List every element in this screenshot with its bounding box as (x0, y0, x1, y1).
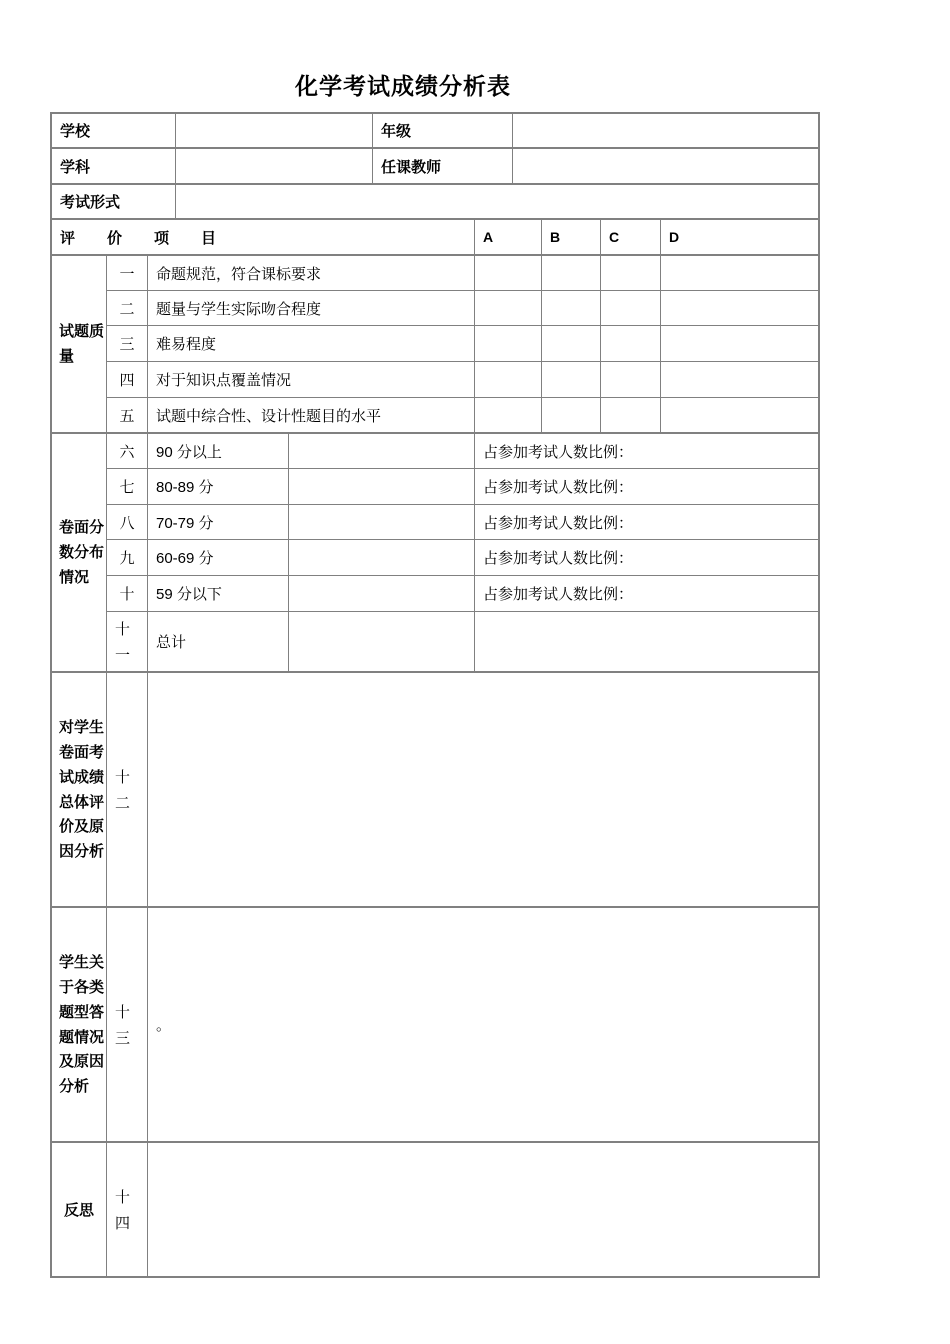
eval-header-char: 目 (201, 228, 217, 247)
ratio-label: 占参加考试人数比例： (483, 549, 634, 567)
grid-line (818, 112, 820, 1278)
overall-index-text: 十二 (115, 767, 131, 812)
overall-label-text: 对学生卷面考试成绩总体评价及原因分析 (59, 718, 105, 861)
overall-section-label (52, 673, 106, 906)
quality-item-text: 题量与学生实际吻合程度 (156, 299, 322, 318)
quality-index: 三 (119, 335, 135, 353)
distribution-index: 十 (119, 585, 135, 603)
grade-label: 年级 (381, 122, 412, 140)
page-title: 化学考试成绩分析表 (295, 74, 511, 100)
question-types-section-label (52, 908, 106, 1141)
school-label: 学校 (60, 122, 91, 140)
distribution-index: 六 (119, 442, 135, 461)
teacher-value[interactable] (513, 149, 818, 183)
overall-index (107, 673, 147, 906)
quality-item-text: 命题规范，符合课标要求 (156, 264, 322, 283)
eval-header-char: 项 (154, 228, 170, 247)
total-count[interactable] (289, 612, 474, 671)
quality-index: 四 (119, 371, 135, 389)
subject-label: 学科 (60, 157, 91, 176)
score-count[interactable] (289, 434, 474, 468)
total-index (107, 612, 147, 671)
total-ratio[interactable] (475, 612, 818, 671)
eval-header-char: 评 (60, 228, 76, 247)
grade-value[interactable] (513, 114, 818, 147)
eval-items-header (52, 220, 474, 254)
quality-index: 一 (119, 264, 135, 283)
question-types-content[interactable]: 。 (156, 1016, 172, 1034)
reflection-index-text: 十四 (115, 1187, 131, 1232)
score-range: 80-89 分 (156, 479, 214, 496)
question-types-index-text: 十三 (115, 1002, 131, 1047)
quality-index: 五 (119, 406, 135, 425)
eval-header-char: 价 (107, 228, 123, 247)
grade-header-b: B (550, 229, 561, 245)
quality-item-text: 试题中综合性、设计性题目的水平 (156, 406, 382, 425)
teacher-label: 任课教师 (381, 157, 442, 176)
score-range: 60-69 分 (156, 550, 214, 567)
quality-item-text: 难易程度 (156, 335, 217, 353)
score-range: 70-79 分 (156, 514, 214, 532)
grade-header-c: C (609, 229, 620, 245)
subject-value[interactable] (176, 149, 372, 183)
score-count[interactable] (289, 469, 474, 504)
score-count[interactable] (289, 540, 474, 575)
total-label: 总计 (156, 633, 187, 651)
ratio-label: 占参加考试人数比例： (483, 442, 634, 461)
exam-form-value[interactable] (176, 185, 818, 218)
question-types-label-text: 学生关于各类题型答题情况及原因分析 (59, 953, 105, 1096)
reflection-content[interactable] (148, 1143, 818, 1276)
score-count[interactable] (289, 505, 474, 539)
distribution-section-label (52, 434, 106, 671)
quality-index: 二 (119, 299, 135, 318)
grade-header-a: A (483, 229, 494, 245)
score-range: 90 分以上 (156, 443, 222, 461)
overall-content[interactable] (148, 673, 818, 906)
reflection-label: 反思 (63, 1201, 94, 1219)
ratio-label: 占参加考试人数比例： (483, 478, 634, 496)
distribution-label-text: 卷面分数分布情况 (59, 518, 105, 586)
quality-label-text: 试题质量 (59, 322, 105, 365)
quality-section-label (52, 256, 106, 432)
question-types-index (107, 908, 147, 1141)
total-index-text: 十一 (115, 619, 131, 664)
ratio-label: 占参加考试人数比例： (483, 585, 634, 603)
grade-header-d: D (669, 229, 680, 245)
school-value[interactable] (176, 114, 372, 147)
distribution-index: 九 (119, 549, 135, 567)
score-range: 59 分以下 (156, 586, 222, 603)
distribution-index: 七 (119, 478, 135, 496)
exam-form-label: 考试形式 (60, 193, 121, 211)
quality-item-text: 对于知识点覆盖情况 (156, 371, 292, 389)
ratio-label: 占参加考试人数比例： (483, 513, 634, 532)
score-count[interactable] (289, 576, 474, 611)
reflection-index (107, 1143, 147, 1276)
grid-line (50, 1276, 820, 1278)
distribution-index: 八 (119, 513, 135, 532)
